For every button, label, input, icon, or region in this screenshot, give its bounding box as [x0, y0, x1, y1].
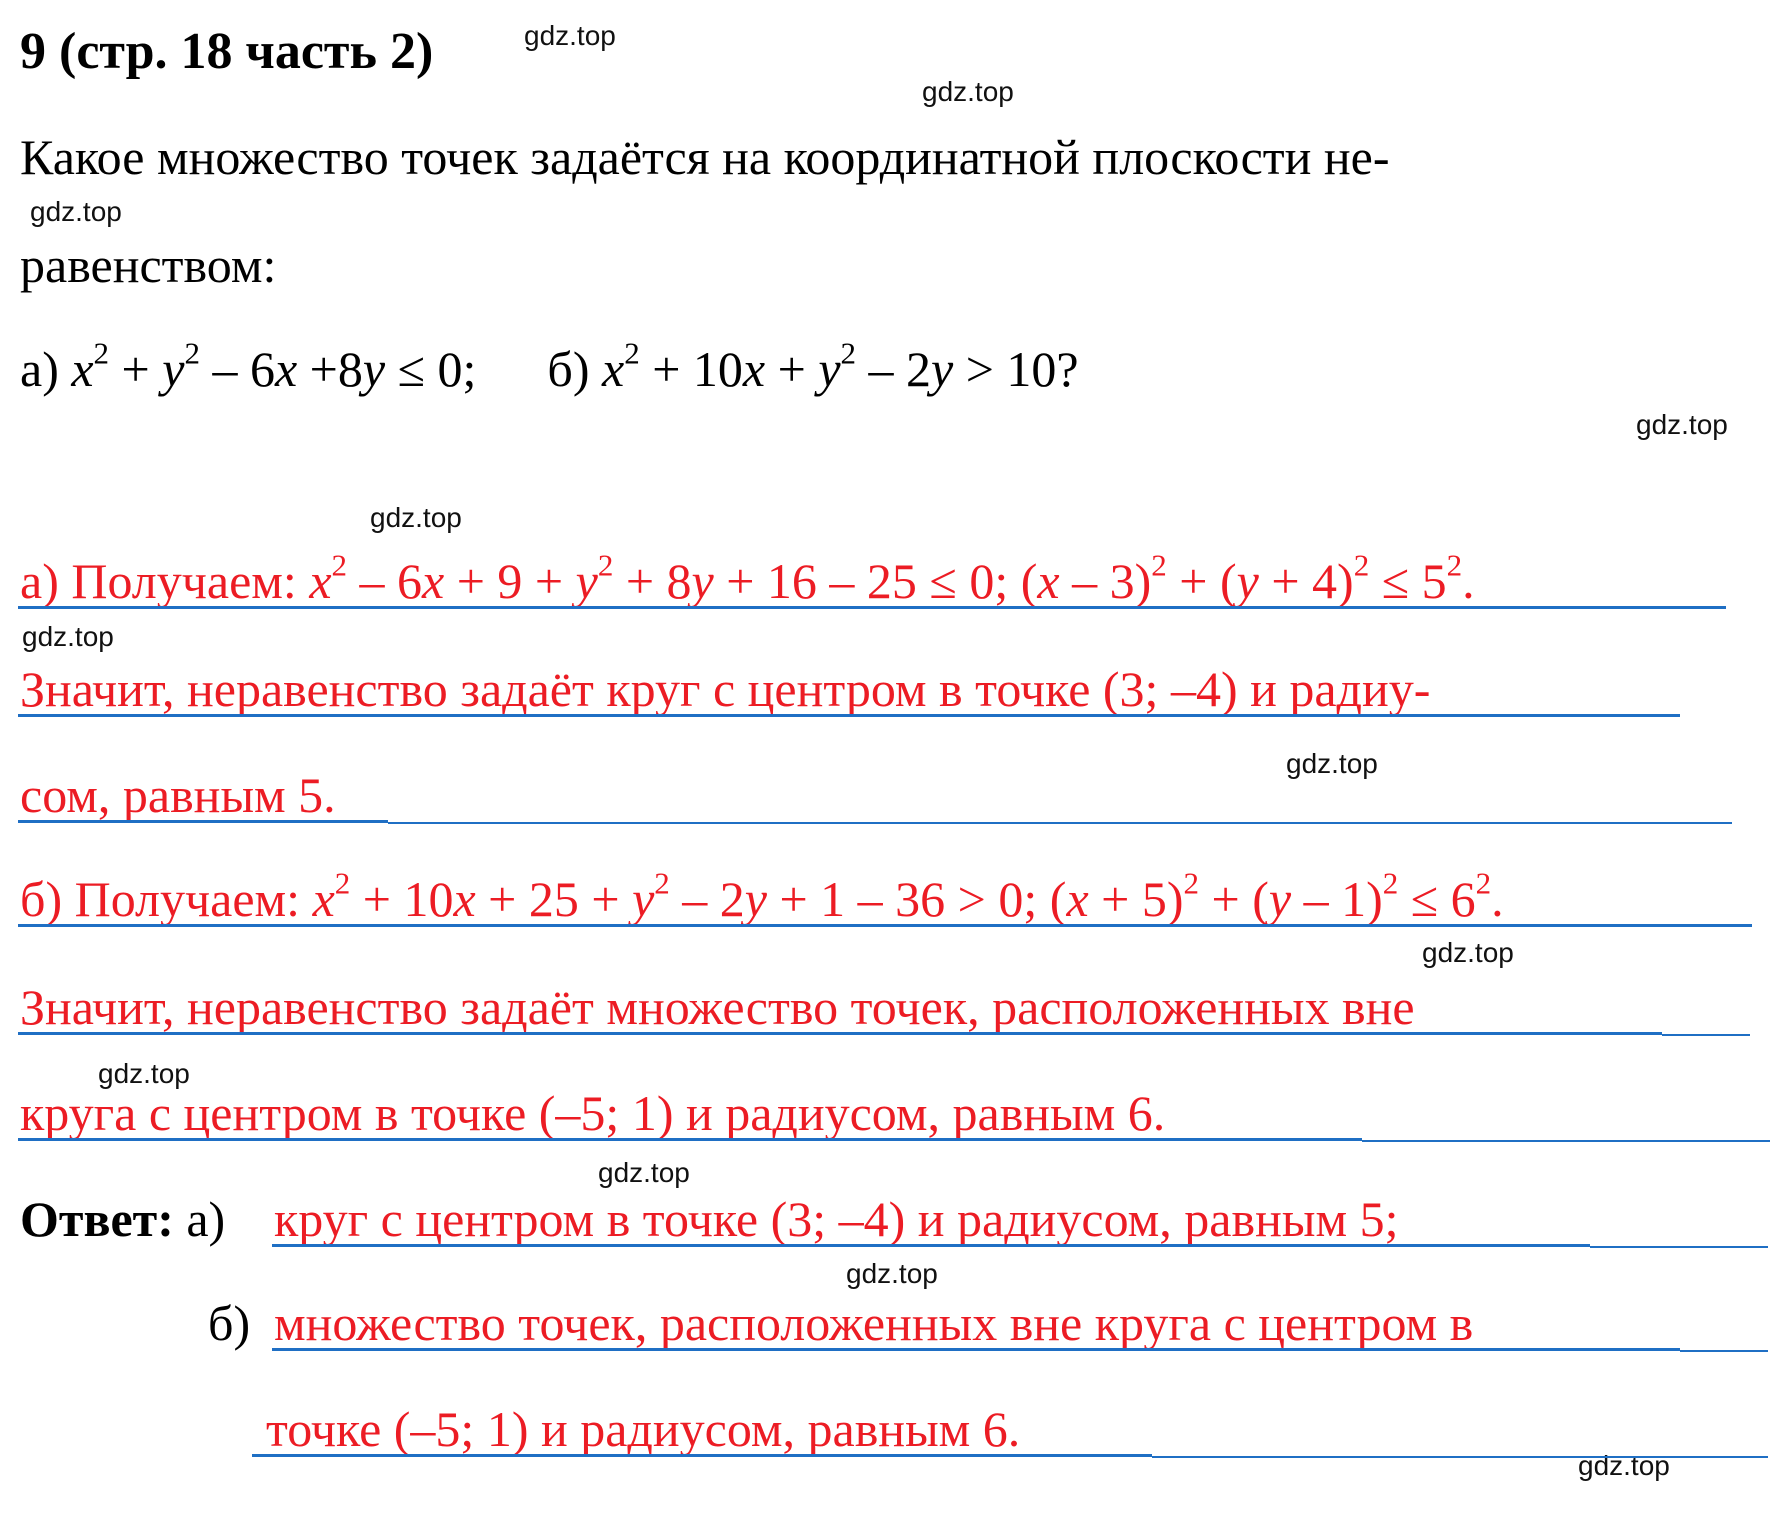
task-inequalities	[20, 335, 1079, 398]
solution-a-word: Получаем:	[71, 553, 297, 609]
watermark: gdz.top	[1286, 748, 1378, 779]
underline	[18, 924, 1752, 927]
answer-b-text-1: множество точек, расположенных вне круга с центром в	[274, 1295, 1474, 1351]
blank-line	[1662, 1034, 1750, 1036]
underline	[272, 1244, 1590, 1247]
problem-title: 9 (стр. 18 часть 2)	[20, 23, 434, 80]
answer-b-label: б)	[208, 1295, 251, 1351]
watermark: gdz.top	[22, 621, 114, 652]
watermark: gdz.top	[1578, 1450, 1670, 1481]
task-line-1: Какое множество точек задаётся на координатной плоскости не-	[20, 129, 1390, 185]
underline	[18, 820, 388, 823]
task-b-label: б)	[547, 341, 590, 397]
watermark: gdz.top	[30, 196, 122, 227]
underline	[252, 1454, 1152, 1457]
watermark: gdz.top	[922, 76, 1014, 107]
solution-b-line-1	[20, 865, 1504, 928]
underline	[18, 714, 1680, 717]
solution-a-line-2: Значит, неравенство задаёт круг с центром в точке (3; –4) и радиу-	[20, 661, 1431, 717]
watermark: gdz.top	[524, 20, 616, 51]
answer-a-label: а)	[186, 1191, 226, 1247]
answer-a-text: круг с центром в точке (3; –4) и радиусом, равным 5;	[274, 1191, 1399, 1247]
underline	[18, 1032, 1662, 1035]
solution-b-formula: $x^2 + 10x + 25 + y^2 - 2y + 1 - 36 > 0$; $(x + 5)^2 + (y - 1)^2 \le 6^2$.	[312, 865, 1504, 927]
solution-b-word: Получаем:	[74, 871, 301, 927]
solution-a-line-1	[20, 547, 1475, 610]
answer-label: Ответ:	[20, 1191, 174, 1247]
task-b-formula: $x^2 + 10x + y^2 - 2y > 10$?	[602, 335, 1079, 397]
task-a-label: а)	[20, 341, 59, 397]
blank-line	[388, 822, 1732, 824]
watermark: gdz.top	[98, 1058, 190, 1089]
solution-b-line-3: круга с центром в точке (–5; 1) и радиусом, равным 6.	[20, 1085, 1166, 1141]
underline	[18, 606, 1726, 609]
solution-b-line-2: Значит, неравенство задаёт множество точек, расположенных вне	[20, 979, 1415, 1035]
solution-a-formula: $x^2 - 6x + 9 + y^2 + 8y + 16 - 25 \le 0$; $(x - 3)^2 + (y + 4)^2 \le 5^2$.	[309, 547, 1475, 609]
task-line-2: равенством:	[20, 237, 277, 293]
watermark: gdz.top	[370, 502, 462, 533]
watermark: gdz.top	[846, 1258, 938, 1289]
blank-line	[1680, 1350, 1768, 1352]
solution-a-line-3: сом, равным 5.	[20, 767, 336, 823]
blank-line	[1590, 1246, 1768, 1248]
watermark: gdz.top	[598, 1157, 690, 1188]
watermark: gdz.top	[1422, 937, 1514, 968]
blank-line	[1362, 1140, 1770, 1142]
answer-line-a	[20, 1190, 225, 1248]
underline	[18, 1138, 1362, 1141]
task-a-formula: $x^2 + y^2 - 6x +8y \le 0$;	[71, 335, 477, 397]
watermark: gdz.top	[1636, 409, 1728, 440]
answer-b-text-2: точке (–5; 1) и радиусом, равным 6.	[266, 1401, 1021, 1457]
underline	[272, 1348, 1680, 1351]
solution-b-label: б)	[20, 871, 63, 927]
solution-a-label: а)	[20, 553, 59, 609]
blank-line	[1152, 1456, 1768, 1458]
